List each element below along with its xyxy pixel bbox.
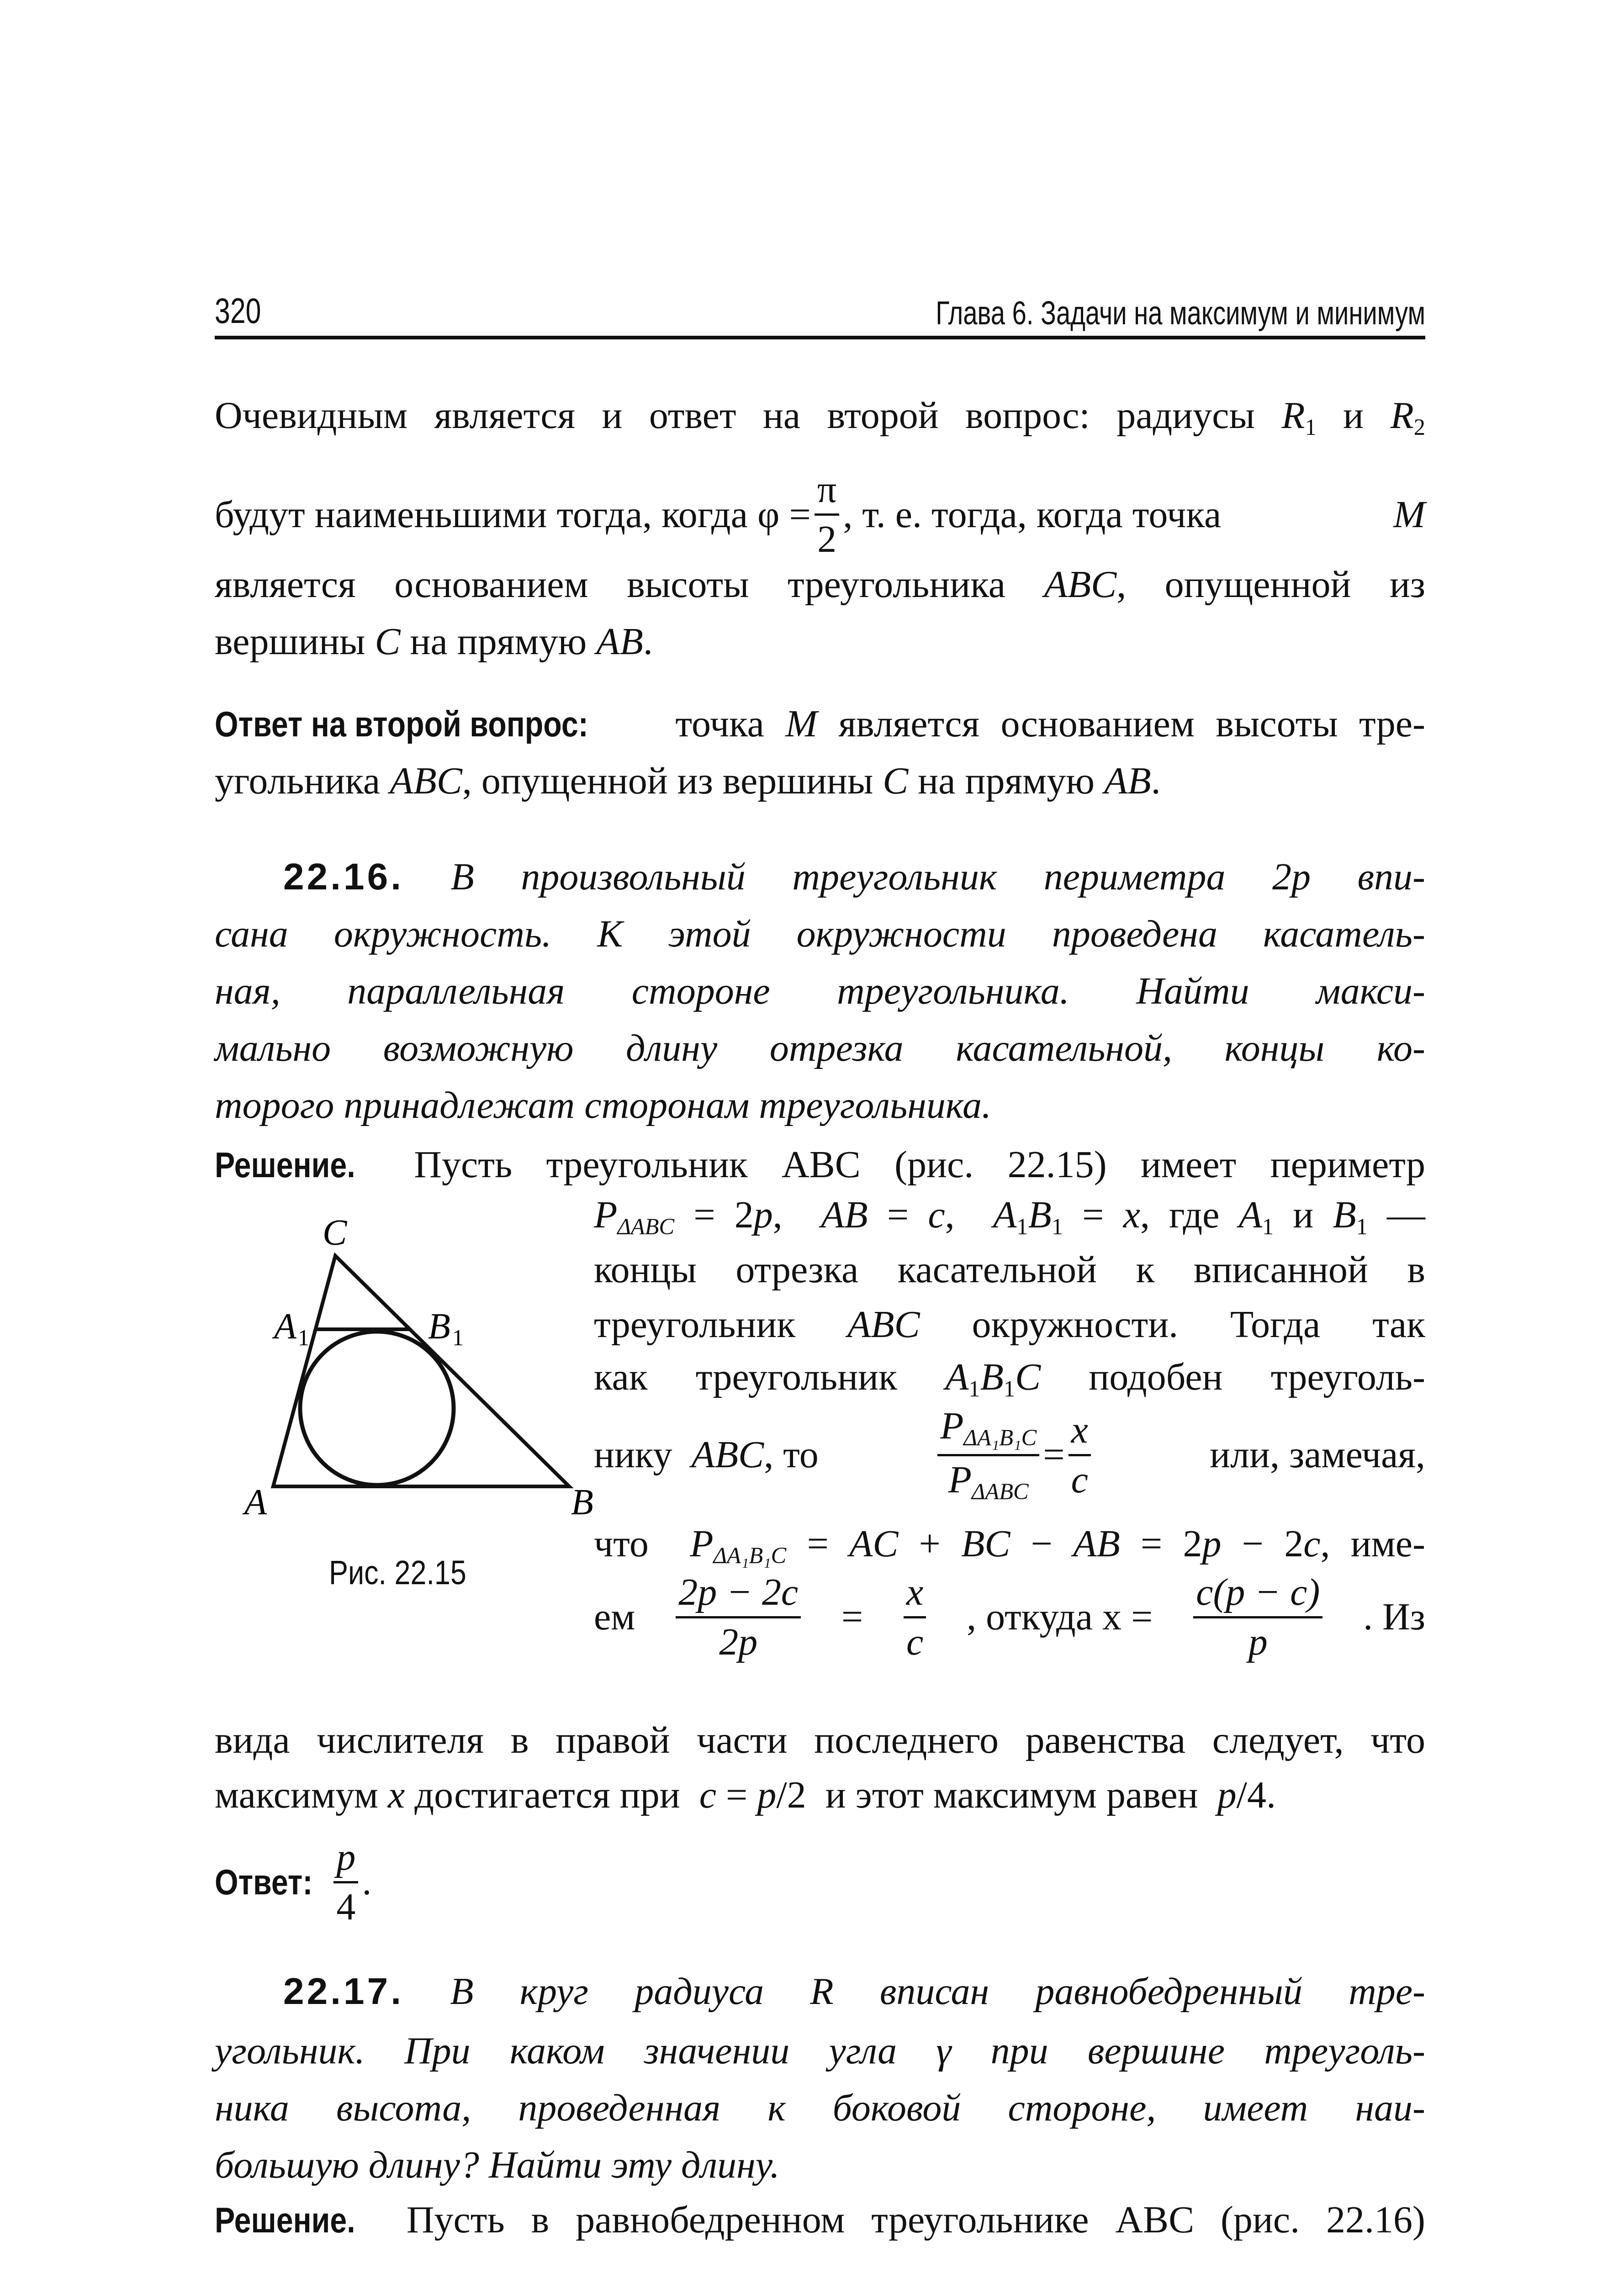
problem-22-16-statement: 22.16. В произвольный треугольник периметра 2p впи- — [283, 856, 1425, 898]
answer-label: Ответ на второй вопрос: — [215, 704, 588, 744]
page-number: 320 — [215, 291, 261, 331]
solution-line: треугольник ABC окружности. Тогда так — [594, 1303, 1425, 1346]
fraction-p-over-4: $\frac{p}{4}$ — [333, 1838, 358, 1926]
running-header — [215, 290, 1425, 331]
fraction-result: $\frac{c(p - c)}{p}$ — [1193, 1573, 1322, 1661]
answer-second-question: Ответ на второй вопрос: точка M является основанием высоты тре- — [215, 701, 1425, 747]
figure-22-15 — [215, 1206, 593, 1535]
paragraph-line: угольника ABC, опущенной из вершины C на прямую AB. — [215, 760, 1161, 802]
fraction-pi-over-2: $\frac{\pi}{2}$ — [815, 471, 839, 559]
fraction-x-over-c: $\frac{x}{c}$ — [1069, 1411, 1091, 1499]
solution-line: Решение. Пусть в равнобедренном треугольнике ABC (рис. 22.16) — [215, 2197, 1425, 2243]
solution-label: Решение. — [215, 2200, 355, 2240]
figure-caption: Рис. 22.15 — [329, 1554, 466, 1591]
paragraph-line: будут наименьшими тогда, когда φ = $\frac{\pi}{2}$ , т. е. тогда, когда точка M — [215, 468, 1425, 560]
label-b1-sub: 1 — [452, 1325, 464, 1350]
header-rule — [215, 336, 1425, 339]
problem-line: мально возможную длину отрезка касательной, концы ко- — [215, 1027, 1425, 1069]
solution-line: Решение. Пусть треугольник ABC (рис. 22.15) имеет периметр — [215, 1142, 1425, 1188]
paragraph-line: Очевидным является и ответ на второй вопрос: радиусы $R_1$ и $R_2$ — [215, 394, 1425, 440]
chapter-title: Глава 6. Задачи на максимум и минимум — [936, 295, 1425, 332]
answer-22-16: Ответ: $\frac{p}{4}$ . — [215, 1835, 372, 1928]
solution-line: концы отрезка касательной к вписанной в — [594, 1248, 1425, 1291]
solution-label: Решение. — [215, 1145, 355, 1185]
label-c: C — [323, 1213, 347, 1253]
label-a1: A — [274, 1306, 296, 1347]
equation-result: ем $\frac{2p - 2c}{2p}$ = $\frac{x}{c}$ , откуда x = $\frac{c(p - c)}{p}$ . Из — [594, 1570, 1425, 1663]
answer-label: Ответ: — [215, 1862, 313, 1902]
problem-line: большую длину? Найти эту длину. — [215, 2144, 780, 2186]
problem-line: ника высота, проведенная к боковой стороне, имеет наи- — [215, 2087, 1425, 2129]
problem-line: ная, параллельная стороне треугольника. Найти макси- — [215, 970, 1425, 1012]
problem-number: 22.17. — [283, 1971, 404, 2012]
conclusion-line: максимум x достигается при c = p/2 и этот максимум равен p/4. — [215, 1774, 1276, 1816]
fraction-x-over-c: $\frac{x}{c}$ — [904, 1573, 926, 1661]
problem-number: 22.16. — [283, 856, 404, 898]
triangle-abc — [273, 1256, 569, 1486]
label-b1: B — [428, 1306, 450, 1347]
fraction-perimeters: $\frac{P_{\Delta A_1B_1C}}{P_{\Delta ABC}}$ — [937, 1407, 1039, 1503]
label-a: A — [244, 1482, 267, 1523]
label-a1-sub: 1 — [298, 1325, 309, 1350]
paragraph-line: вершины C на прямую AB. — [215, 620, 653, 663]
solution-line: $P_{\Delta ABC} = 2p$, AB = c, $A_1B_1 = x$, где $A_1$ и $B_1$ — — [594, 1194, 1426, 1240]
equation-ratio: нику ABC, то $\frac{P_{\Delta A_1B_1C}}{P_{\Delta ABC}}$ = $\frac{x}{c}$ или, замечая, — [594, 1404, 1425, 1504]
equation-perimeter: что $P_{\Delta A_1B_1C}$ = AC + BC − AB = 2p − 2c, име- — [594, 1523, 1426, 1569]
problem-22-17-statement: 22.17. В круг радиуса R вписан равнобедренный тре- — [283, 1970, 1425, 2013]
inscribed-circle — [300, 1332, 454, 1485]
problem-line: сана окружность. К этой окружности проведена касатель- — [215, 913, 1425, 955]
fraction-2p-2c: $\frac{2p - 2c}{2p}$ — [676, 1573, 801, 1661]
problem-line: торого принадлежат сторонам треугольника. — [215, 1084, 992, 1126]
solution-line: как треугольник $A_1B_1C$ подобен треуголь- — [594, 1356, 1425, 1402]
label-b: B — [571, 1482, 593, 1523]
conclusion-line: вида числителя в правой части последнего равенства следует, что — [215, 1719, 1425, 1761]
problem-line: угольник. При каком значении угла γ при вершине треуголь- — [215, 2030, 1425, 2072]
paragraph-line: является основанием высоты треугольника ABC, опущенной из — [215, 563, 1425, 606]
